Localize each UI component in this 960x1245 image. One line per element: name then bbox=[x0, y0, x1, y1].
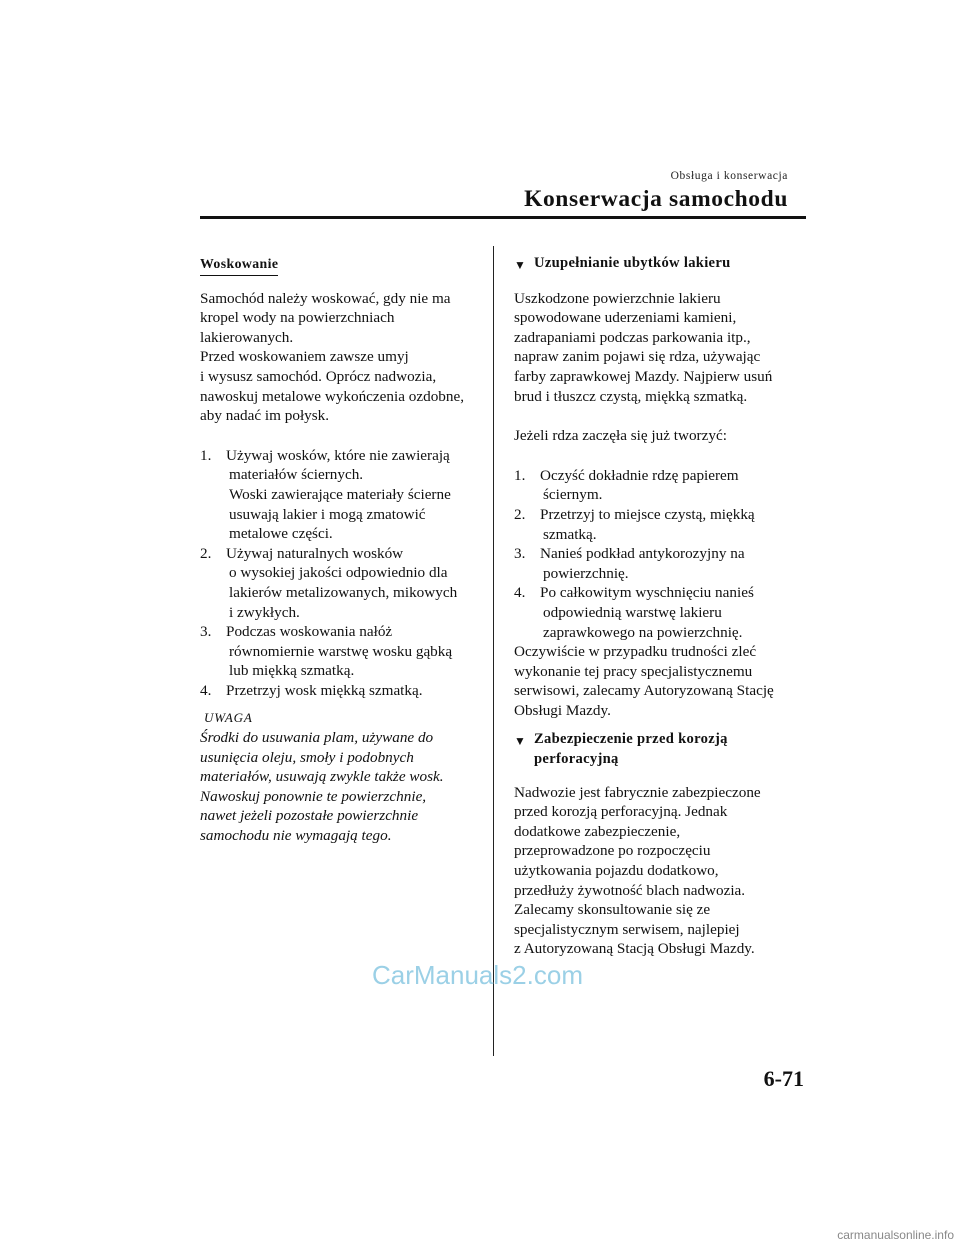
text-line: Nadwozie jest fabrycznie zabezpieczone bbox=[514, 783, 761, 801]
section-name: Obsługa i konserwacja bbox=[670, 170, 788, 182]
caution-text bbox=[200, 728, 482, 846]
text-line: lakierowanych. bbox=[200, 328, 294, 346]
footer-watermark: carmanualsonline.info bbox=[837, 1228, 954, 1242]
list-item bbox=[514, 466, 806, 505]
paint-repair-heading bbox=[514, 254, 806, 276]
header-divider bbox=[200, 216, 806, 219]
step-number: 2. bbox=[200, 544, 212, 562]
text-line: powierzchnię. bbox=[543, 564, 629, 582]
caution-label: UWAGA bbox=[204, 710, 253, 726]
text-line: przeprowadzone po rozpoczęciu bbox=[514, 842, 711, 860]
corrosion-heading bbox=[514, 730, 806, 769]
right-column bbox=[514, 254, 806, 959]
list-item bbox=[514, 544, 806, 583]
text-line: zadrapaniami podczas parkowania itp., bbox=[514, 328, 751, 346]
corrosion-text bbox=[514, 783, 806, 959]
step-number: 1. bbox=[200, 446, 212, 464]
text-line: Nawoskuj ponownie te powierzchnie, bbox=[200, 787, 427, 805]
waxing-intro-2 bbox=[200, 347, 482, 425]
text-line: brud i tłuszcz czystą, miękką szmatką. bbox=[514, 387, 748, 405]
text-line: nawet jeżeli pozostałe powierzchnie bbox=[200, 807, 419, 825]
service-note bbox=[514, 642, 806, 720]
text-line: usunięcia oleju, smoły i podobnych bbox=[200, 748, 414, 766]
text-line: i wysusz samochód. Oprócz nadwozia, bbox=[200, 367, 437, 385]
text-line: kropel wody na powierzchniach bbox=[200, 309, 395, 327]
text-line: napraw zanim pojawi się rdza, używając bbox=[514, 348, 761, 366]
page-header bbox=[524, 170, 788, 213]
heading-text: Uzupełnianie ubytków lakieru bbox=[534, 255, 731, 271]
text-line: dodatkowe zabezpieczenie, bbox=[514, 822, 681, 840]
text-line: Nanieś podkład antykorozyjny na bbox=[540, 545, 745, 563]
text-line: metalowe części. bbox=[229, 525, 333, 543]
text-line: Woski zawierające materiały ścierne bbox=[229, 485, 451, 503]
rust-intro: Jeżeli rdza zaczęła się już tworzyć: bbox=[514, 427, 727, 445]
text-line: samochodu nie wymagają tego. bbox=[200, 827, 392, 845]
step-number: 4. bbox=[200, 681, 212, 699]
list-item bbox=[514, 505, 806, 544]
text-line: z Autoryzowaną Stacją Obsługi Mazdy. bbox=[514, 940, 755, 958]
list-item bbox=[514, 583, 806, 642]
left-column bbox=[200, 254, 482, 846]
triangle-down-icon: ▼ bbox=[514, 734, 527, 749]
list-item bbox=[200, 544, 482, 622]
text-line: szmatką. bbox=[543, 525, 597, 543]
text-line: o wysokiej jakości odpowiednio dla bbox=[229, 564, 448, 582]
text-line: nawoskuj metalowe wykończenia ozdobne, bbox=[200, 387, 465, 405]
heading-text: perforacyjną bbox=[534, 751, 619, 768]
list-item bbox=[200, 446, 482, 544]
text-line: przed korozją perforacyjną. Jednak bbox=[514, 803, 728, 821]
text-line: Oczyść dokładnie rdzę papierem bbox=[540, 466, 739, 484]
step-number: 3. bbox=[514, 545, 526, 563]
text-line: lub miękką szmatką. bbox=[229, 662, 355, 680]
text-line: zaprawkowego na powierzchnię. bbox=[543, 623, 743, 641]
text-line: Zalecamy skonsultowanie się ze bbox=[514, 901, 711, 919]
triangle-down-icon: ▼ bbox=[514, 258, 527, 272]
text-line: przedłuży żywotność blach nadwozia. bbox=[514, 881, 746, 899]
text-line: Uszkodzone powierzchnie lakieru bbox=[514, 289, 721, 307]
page-title: Konserwacja samochodu bbox=[524, 186, 788, 212]
list-item bbox=[200, 622, 482, 681]
step-number: 2. bbox=[514, 505, 526, 523]
page-number: 6-71 bbox=[763, 1066, 804, 1091]
text-line: farby zaprawkowej Mazdy. Najpierw usuń bbox=[514, 367, 773, 385]
text-line: spowodowane uderzeniami kamieni, bbox=[514, 309, 737, 327]
column-divider bbox=[493, 246, 494, 1056]
text-line: Oczywiście w przypadku trudności zleć bbox=[514, 643, 757, 661]
text-line: równomiernie warstwę wosku gąbką bbox=[229, 642, 453, 660]
waxing-steps bbox=[200, 446, 482, 701]
text-line: i zwykłych. bbox=[229, 603, 300, 621]
paint-repair-intro bbox=[514, 289, 806, 407]
text-line: serwisowi, zalecamy Autoryzowaną Stację bbox=[514, 682, 774, 700]
text-line: aby nadać im połysk. bbox=[200, 407, 330, 425]
heading-text: Zabezpieczenie przed korozją bbox=[534, 731, 728, 748]
text-line: Przed woskowaniem zawsze umyj bbox=[200, 348, 409, 366]
waxing-intro-1 bbox=[200, 289, 482, 348]
text-line: Samochód należy woskować, gdy nie ma bbox=[200, 289, 451, 307]
text-line: Przetrzyj to miejsce czystą, miękką bbox=[540, 505, 755, 523]
text-line: ściernym. bbox=[543, 486, 603, 504]
text-line: Podczas woskowania nałóż bbox=[226, 623, 393, 641]
text-line: materiałów, usuwają zwykle także wosk. bbox=[200, 768, 444, 786]
text-line: Środki do usuwania plam, używane do bbox=[200, 729, 434, 747]
text-line: Przetrzyj wosk miękką szmatką. bbox=[226, 681, 423, 699]
paint-repair-steps bbox=[514, 466, 806, 642]
text-line: Używaj naturalnych wosków bbox=[226, 544, 404, 562]
text-line: odpowiednią warstwę lakieru bbox=[543, 603, 722, 621]
waxing-heading: Woskowanie bbox=[200, 254, 278, 276]
site-watermark: CarManuals2.com bbox=[372, 960, 583, 990]
text-line: usuwają lakier i mogą zmatowić bbox=[229, 505, 426, 523]
step-number: 1. bbox=[514, 466, 526, 484]
text-line: wykonanie tej pracy specjalistycznemu bbox=[514, 662, 753, 680]
step-number: 3. bbox=[200, 623, 212, 641]
step-number: 4. bbox=[514, 584, 526, 602]
text-line: Używaj wosków, które nie zawierają bbox=[226, 446, 450, 464]
text-line: Po całkowitym wyschnięciu nanieś bbox=[540, 584, 754, 602]
text-line: Obsługi Mazdy. bbox=[514, 701, 611, 719]
text-line: użytkowania pojazdu dodatkowo, bbox=[514, 862, 719, 880]
list-item bbox=[200, 681, 482, 701]
caution-box bbox=[200, 708, 482, 845]
text-line: materiałów ściernych. bbox=[229, 466, 364, 484]
text-line: specjalistycznym serwisem, najlepiej bbox=[514, 920, 740, 938]
text-line: lakierów metalizowanych, mikowych bbox=[229, 583, 458, 601]
